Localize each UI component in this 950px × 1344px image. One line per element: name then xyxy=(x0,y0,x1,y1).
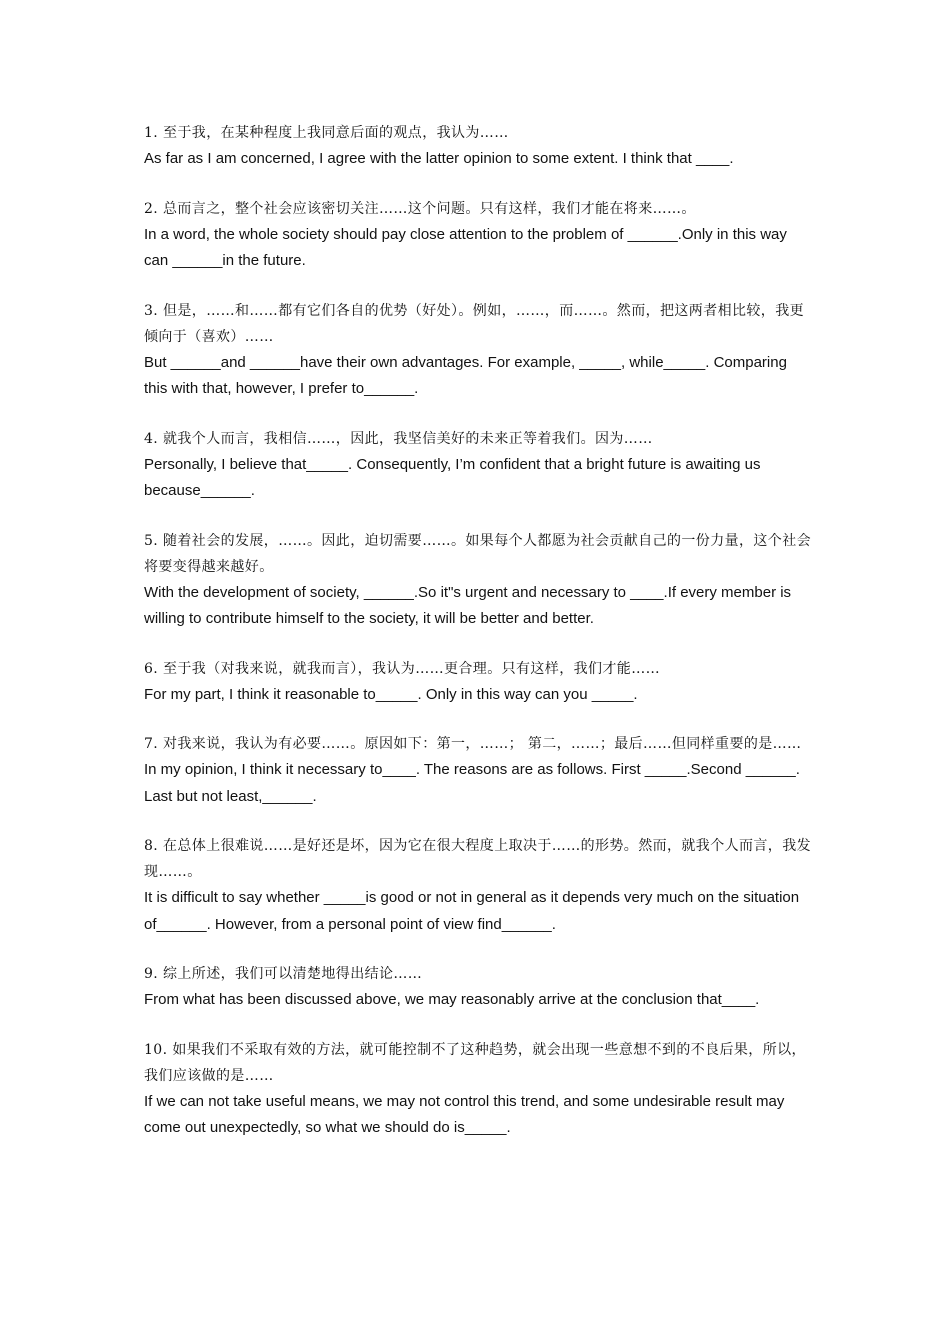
chinese-text: 3. 但是，……和……都有它们各自的优势（好处）。例如，……，而……。然而，把这两者相比较，我更倾向于（喜欢）…… xyxy=(144,302,805,345)
english-text: In a word, the whole society should pay close attention to the problem of ______.Only in this way can ______in the future. xyxy=(144,225,787,269)
english-text: From what has been discussed above, we may reasonably arrive at the conclusion that____. xyxy=(144,991,760,1008)
phrase-item-10 xyxy=(144,1037,814,1142)
phrase-item-6 xyxy=(144,656,814,709)
english-text: With the development of society, ______.So it"s urgent and necessary to ____.If every member is willing to contribute himself to the society, it will be better and better. xyxy=(144,583,792,627)
chinese-text: 4. 就我个人而言，我相信……，因此，我坚信美好的未来正等着我们。因为…… xyxy=(144,430,653,447)
chinese-text: 9. 综上所述，我们可以清楚地得出结论…… xyxy=(144,966,423,982)
chinese-text: 10. 如果我们不采取有效的方法，就可能控制不了这种趋势，就会出现一些意想不到的不良后果，所以，我们应该做的是…… xyxy=(144,1041,806,1084)
phrase-item-7 xyxy=(144,731,814,810)
phrase-item-5 xyxy=(144,528,814,633)
english-text: If we can not take useful means, we may not control this trend, and some undesirable result may come out unexpectedly, so what we should do is_____. xyxy=(144,1092,785,1136)
english-text: As far as I am concerned, I agree with the latter opinion to some extent. I think that ____. xyxy=(144,150,734,167)
english-text: For my part, I think it reasonable to_____. Only in this way can you _____. xyxy=(144,685,638,703)
english-text: In my opinion, I think it necessary to____. The reasons are as follows. First _____.Second ______. Last but not least,______. xyxy=(144,761,800,805)
phrase-item-1 xyxy=(144,120,814,173)
phrase-item-3 xyxy=(144,298,814,403)
phrase-item-8 xyxy=(144,833,814,938)
chinese-text: 2. 总而言之，整个社会应该密切关注……这个问题。只有这样，我们才能在将来……。 xyxy=(144,200,696,217)
chinese-text: 6. 至于我（对我来说，就我而言），我认为……更合理。只有这样，我们才能…… xyxy=(144,660,661,677)
chinese-text: 1. 至于我，在某种程度上我同意后面的观点，我认为…… xyxy=(144,125,509,141)
chinese-text: 5. 随着社会的发展，……。因此，迫切需要……。如果每个人都愿为社会贡献自己的一份力量，这个社会将要变得越来越好。 xyxy=(144,532,812,575)
chinese-text: 7. 对我来说，我认为有必要……。原因如下：第一，……； 第二，……；最后……但同样重要的是…… xyxy=(144,736,802,752)
phrase-item-2 xyxy=(144,196,814,275)
english-text: It is difficult to say whether _____is good or not in general as it depends very much on the situation of______. However, from a personal point of view find______. xyxy=(144,889,800,933)
document-page xyxy=(144,120,814,1165)
phrase-item-4 xyxy=(144,426,814,505)
english-text: But ______and ______have their own advantages. For example, _____, while_____. Comparing this with that, however, I prefer to______. xyxy=(144,353,787,397)
english-text: Personally, I believe that_____. Consequently, I’m confident that a bright future is awaiting us because______. xyxy=(144,455,761,499)
phrase-item-9 xyxy=(144,961,814,1014)
chinese-text: 8. 在总体上很难说……是好还是坏，因为它在很大程度上取决于……的形势。然而，就我个人而言，我发现……。 xyxy=(144,838,812,880)
